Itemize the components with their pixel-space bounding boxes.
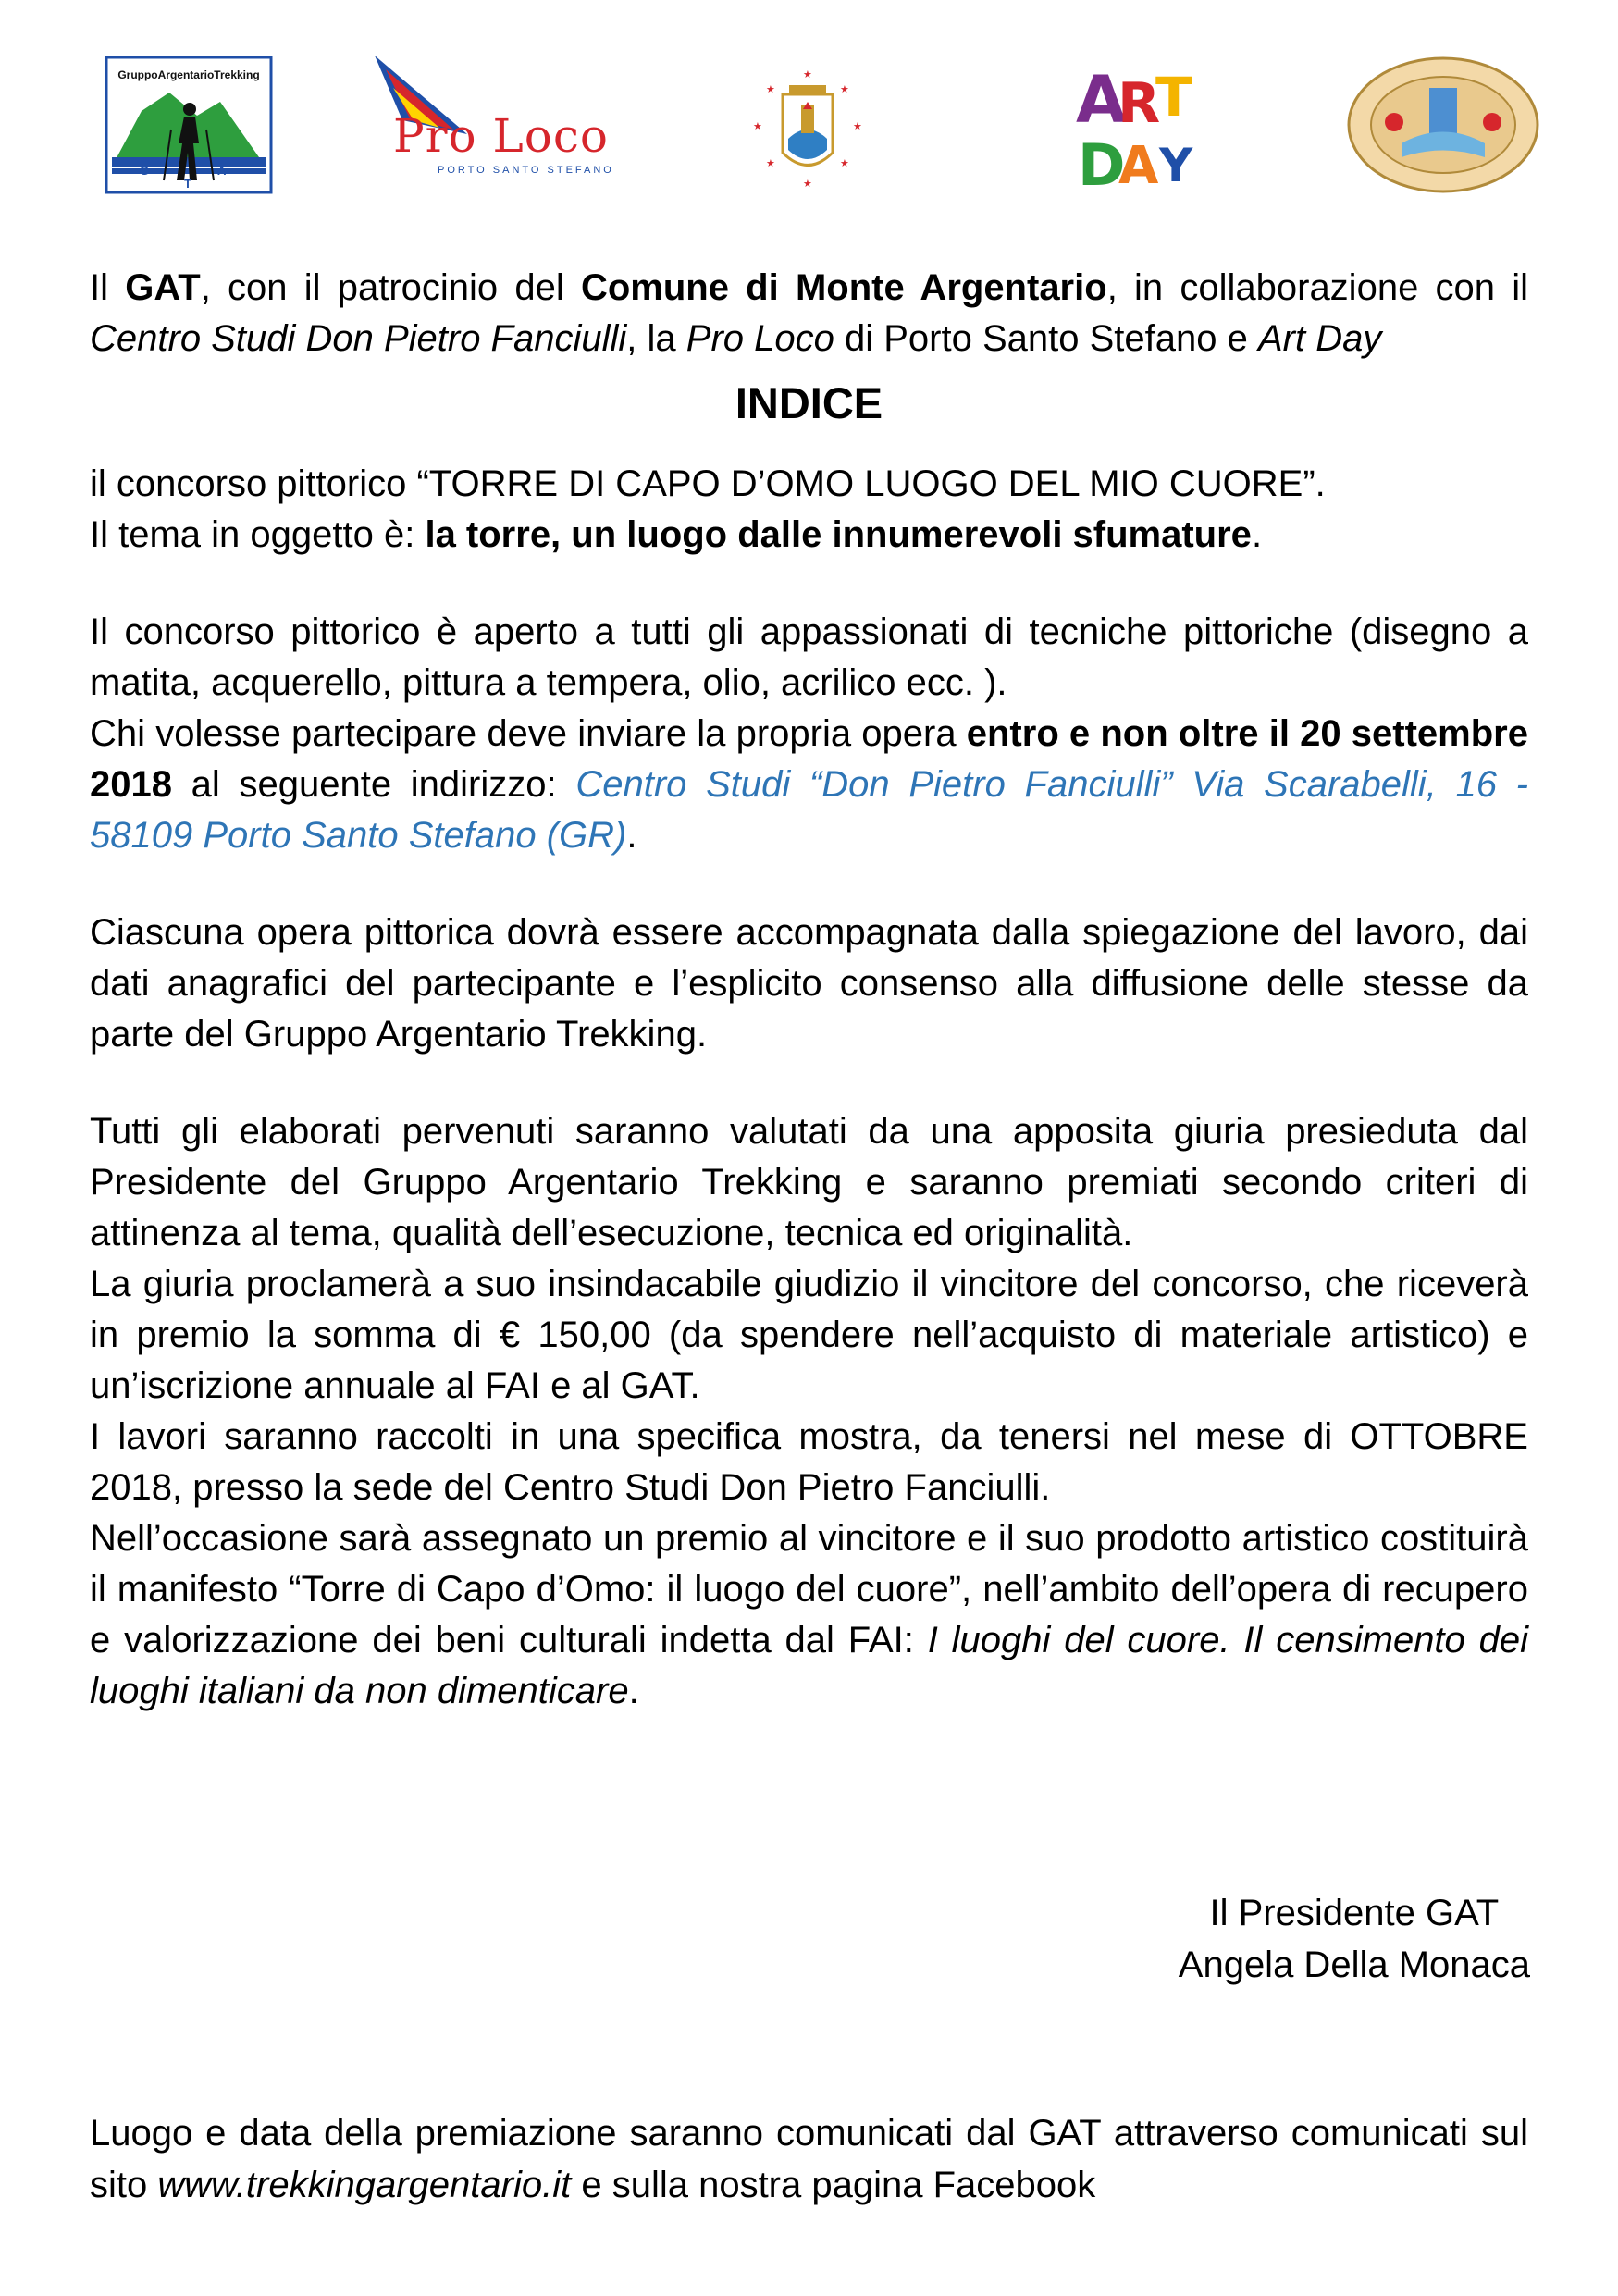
intro-proloco: Pro Loco: [685, 318, 834, 359]
logo-row: [97, 46, 1540, 204]
gat-logo: [105, 56, 273, 194]
svg-text:T: T: [1155, 66, 1192, 129]
document-title: INDICE: [735, 378, 883, 427]
svg-text:★: ★: [766, 83, 775, 95]
svg-text:A: A: [1076, 62, 1127, 138]
svg-text:R: R: [1118, 71, 1161, 136]
concorso-line: il concorso pittorico “TORRE DI CAPO D’OMO LUOGO DEL MIO CUORE”.: [90, 463, 1326, 504]
invio-paragraph: [90, 709, 1528, 861]
proloco-sub: PORTO SANTO STEFANO: [438, 165, 614, 176]
mostra-paragraph: I lavori saranno raccolti in una specifica mostra, da tenersi nel mese di OTTOBRE 2018, presso la sede del Centro Studi Don Pietro Fanciulli.: [90, 1416, 1528, 1508]
signature-block: [1179, 1887, 1530, 1991]
gat-letter-t: T: [184, 177, 191, 191]
svg-text:★: ★: [753, 120, 762, 132]
tema-label: Il tema in oggetto è:: [90, 514, 426, 555]
document-body: [90, 263, 1528, 1717]
footer-text-b: e sulla nostra pagina Facebook: [571, 2165, 1096, 2205]
svg-text:A: A: [1118, 136, 1159, 194]
svg-text:★: ★: [766, 157, 775, 169]
centro-studi-seal: [1346, 56, 1540, 194]
svg-text:★: ★: [803, 68, 812, 80]
intro-text-c: , in collaborazione con il: [1106, 267, 1529, 308]
intro-centro: Centro Studi Don Pietro Fanciulli: [90, 318, 627, 359]
partecipazione-paragraph: Il concorso pittorico è aperto a tutti gli appassionati di tecniche pittoriche (disegno a matita, acquerello, pittura a tempera, olio, acrilico ecc. ).: [90, 611, 1528, 703]
intro-text-a: Il: [90, 267, 126, 308]
intro-comune: Comune di Monte Argentario: [580, 267, 1107, 308]
intro-artday: Art Day: [1257, 318, 1382, 359]
tema-period: .: [1251, 514, 1263, 555]
signature-role: Il Presidente GAT: [1209, 1893, 1500, 1933]
giuria-paragraph-1: Tutti gli elaborati pervenuti saranno valutati da una apposita giuria presieduta dal Presidente del Gruppo Argentario Trekking e saranno premiati secondo criteri di attinenza al tema, qualità dell’esecuzione, tecnica ed originalità.: [90, 1111, 1528, 1253]
footer-paragraph: [90, 2107, 1528, 2211]
footer-note: [90, 2107, 1528, 2211]
intro-gat: GAT: [125, 267, 201, 308]
gat-letter-g: G: [140, 164, 150, 178]
svg-text:★: ★: [840, 83, 849, 95]
invio-address: Centro Studi “Don Pietro Fanciulli” Via Scarabelli, 16 - 58109 Porto Santo Stefano (GR): [90, 764, 1529, 856]
gat-logo-text: GruppoArgentarioTrekking: [117, 68, 260, 81]
footer-website-link[interactable]: www.trekkingargentario.it: [157, 2165, 572, 2205]
premio-fai-title: I luoghi del cuore. Il censimento dei luoghi italiani da non dimenticare: [90, 1620, 1528, 1711]
proloco-name: Pro Loco: [393, 109, 609, 163]
svg-text:★: ★: [803, 178, 812, 190]
intro-paragraph: [90, 263, 1528, 364]
premio-period: .: [628, 1671, 639, 1711]
signature-name: Angela Della Monaca: [1178, 1944, 1530, 1985]
svg-text:Y: Y: [1159, 139, 1193, 192]
artday-logo: [1067, 56, 1205, 194]
intro-text-e: di Porto Santo Stefano e: [834, 318, 1258, 359]
tema-value: la torre, un luogo dalle innumerevoli sfumature: [425, 514, 1252, 555]
invio-text-c: al seguente indirizzo:: [171, 764, 576, 805]
opera-paragraph: Ciascuna opera pittorica dovrà essere accompagnata dalla spiegazione del lavoro, dai dati anagrafici del partecipante e l’esplicito consenso alla diffusione delle stesse da parte del Gruppo Argentario Trekking.: [90, 912, 1528, 1055]
invio-period: .: [626, 815, 637, 856]
giuria-paragraph-2: La giuria proclamerà a suo insindacabile giudizio il vincitore del concorso, che riceverà in premio la somma di € 150,00 (da spendere nell’acquisto di materiale artistico) e un’iscrizione annuale al FAI e al GAT.: [90, 1264, 1528, 1406]
proloco-logo: [365, 46, 643, 185]
intro-text-d: , la: [626, 318, 686, 359]
intro-text-b: , con il patrocinio del: [200, 267, 581, 308]
svg-text:D: D: [1078, 131, 1126, 194]
premio-text-a: Nell’occasione sarà assegnato un premio al vincitore e il suo prodotto artistico costituirà il manifesto “Torre di Capo d’Omo: il luogo del cuore”, nell’ambito dell’opera di recupero e valorizzazione dei beni culturali indetta dal FAI:: [90, 1518, 1528, 1660]
tema-line: [90, 510, 1528, 561]
footer-text-a: Luogo e data della premiazione saranno comunicati dal GAT attraverso comunicati sul sito: [90, 2113, 1528, 2205]
invio-text-a: Chi volesse partecipare deve inviare la propria opera: [90, 713, 967, 754]
gat-letter-a: A: [217, 164, 227, 178]
invio-deadline: entro e non oltre il 20 settembre 2018: [90, 713, 1528, 805]
svg-text:★: ★: [853, 120, 862, 132]
premio-paragraph: [90, 1513, 1528, 1717]
svg-text:★: ★: [840, 157, 849, 169]
comune-crest: [747, 65, 868, 194]
